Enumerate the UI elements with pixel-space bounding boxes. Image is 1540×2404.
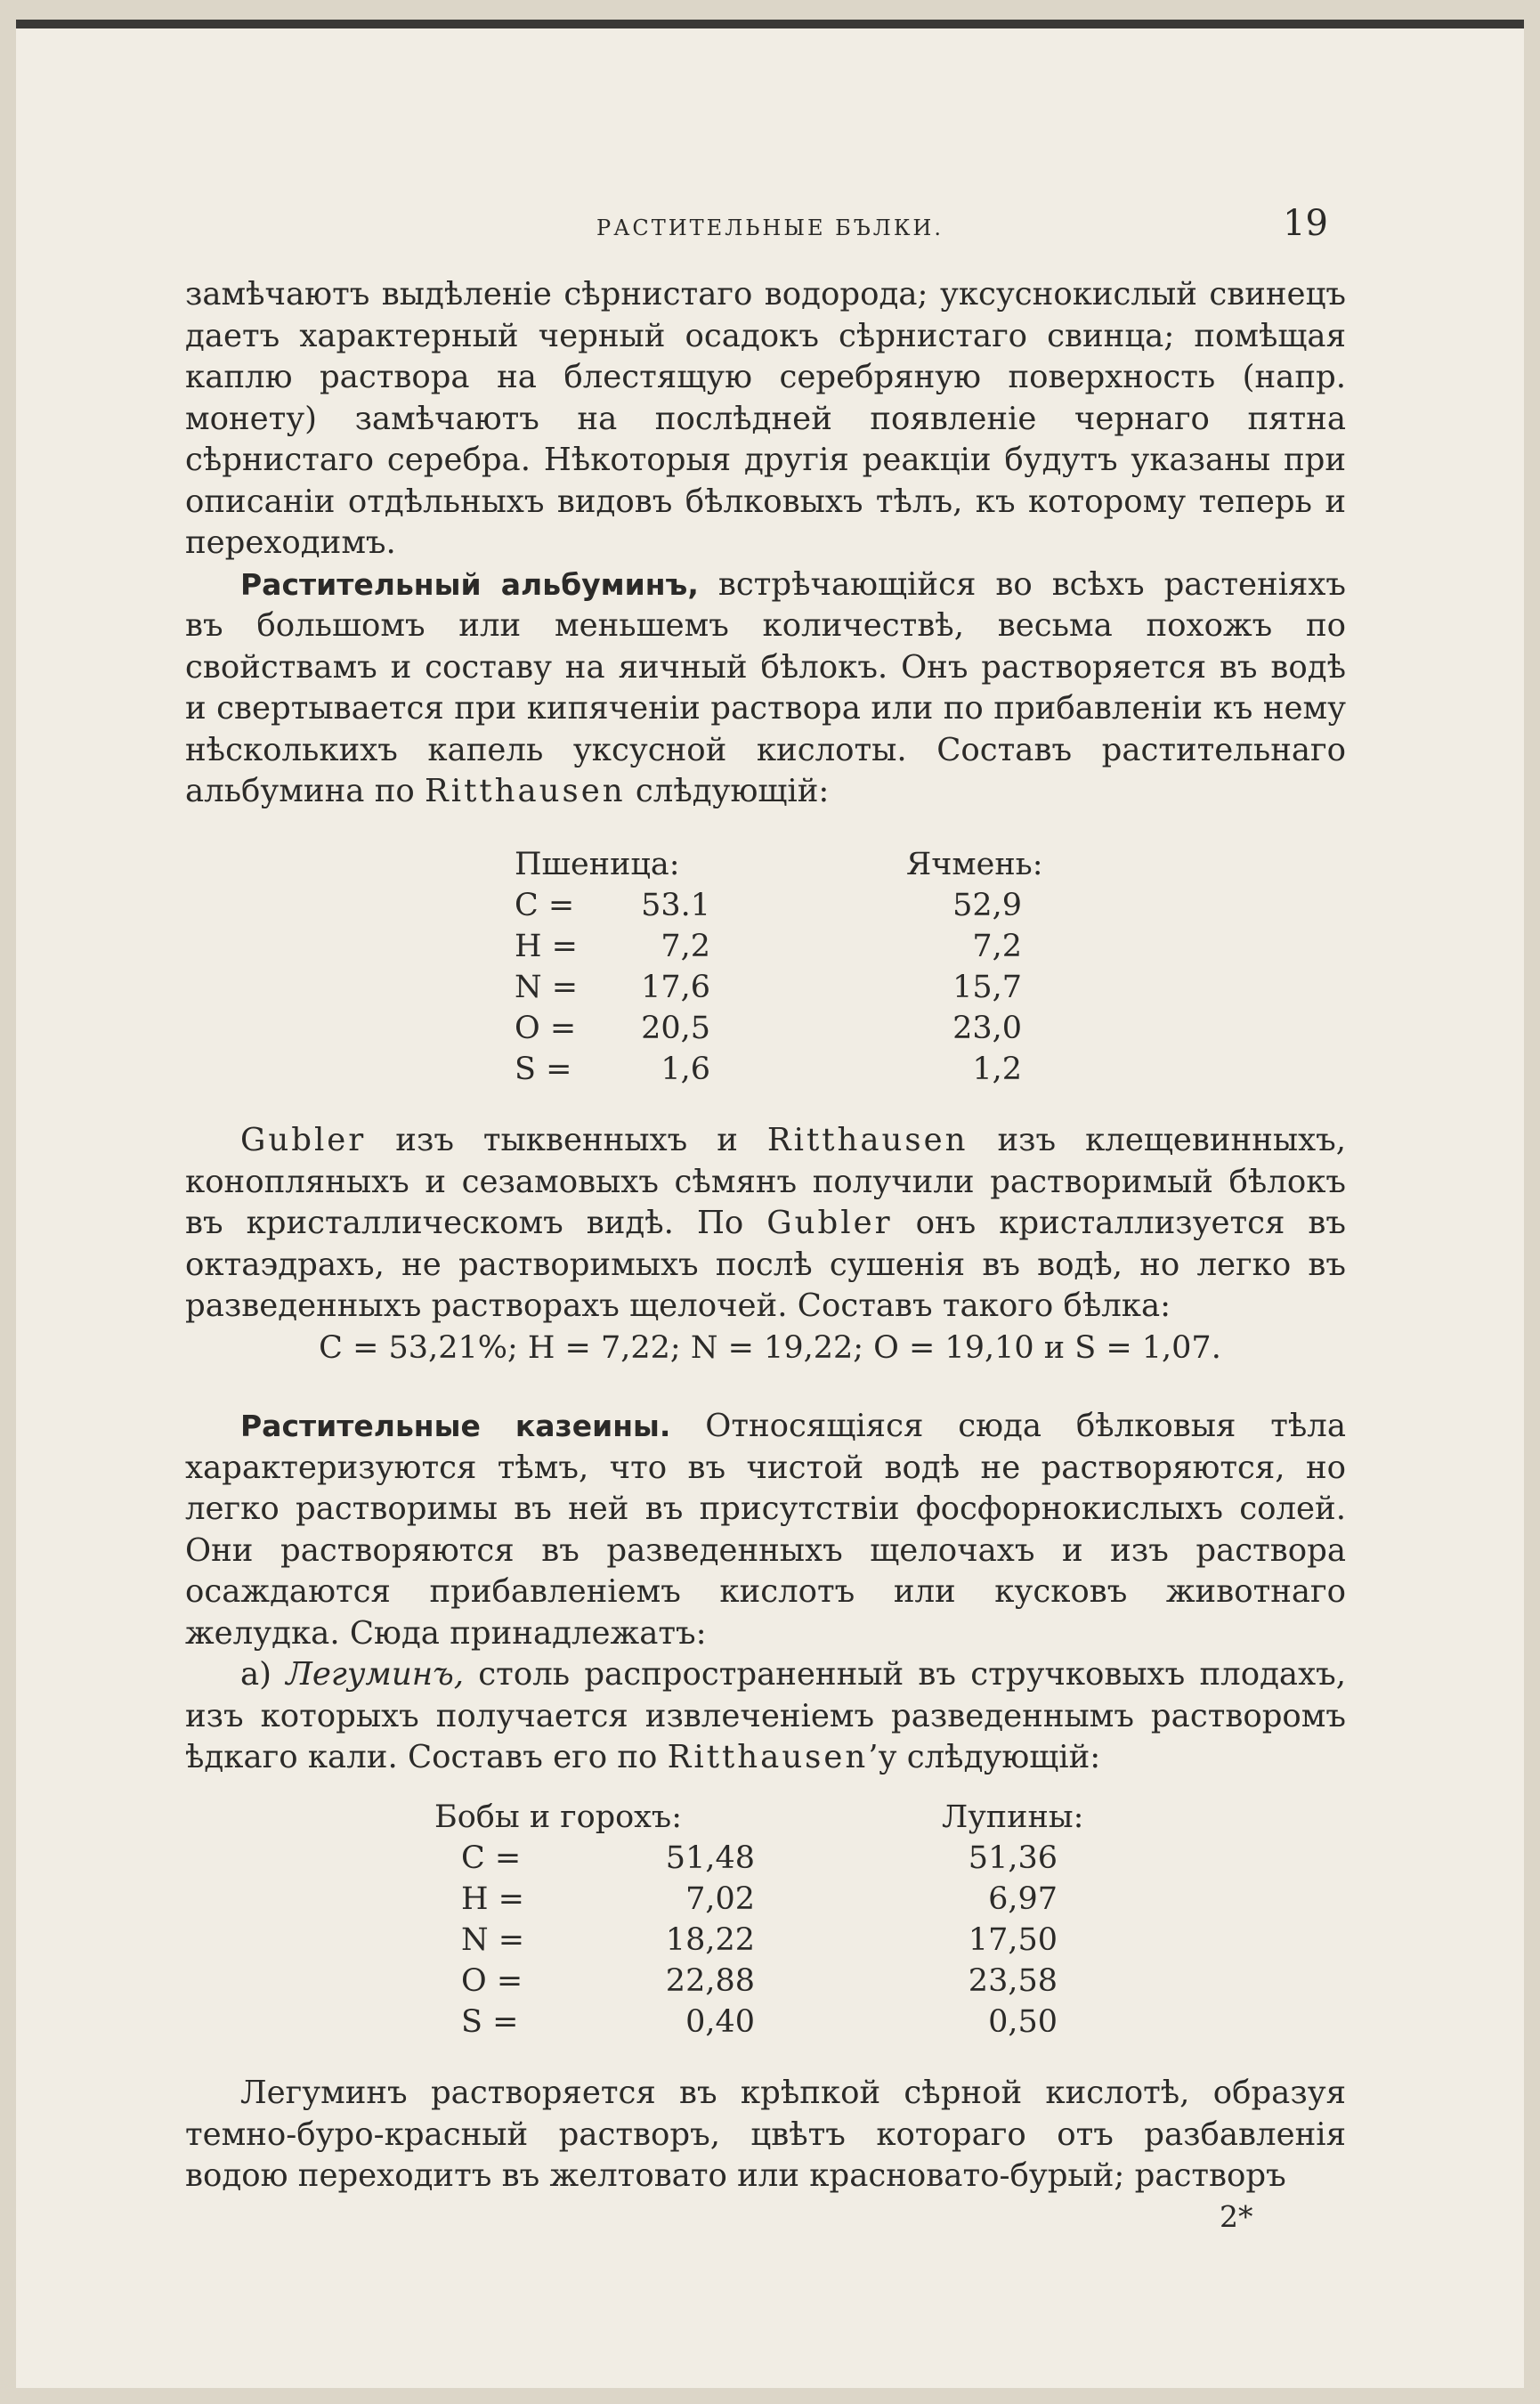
page-number: 19: [1283, 203, 1328, 244]
paragraph-albumin: [185, 564, 1346, 813]
author-gubler-1: Gubler: [240, 1122, 367, 1158]
author-ritthausen-2: Ritthausen: [766, 1122, 969, 1158]
element-symbol: C =: [461, 1840, 522, 1876]
section-caseins: [185, 1406, 1346, 1779]
paragraph-albumin-text-b: слѣдующій:: [625, 773, 830, 809]
table-row: [497, 926, 1049, 967]
value-col1: 22,88: [665, 1963, 755, 1999]
table-row: [434, 2002, 1075, 2043]
paragraph-crystalline-protein: [185, 1120, 1346, 1328]
value-col1: 7,2: [661, 929, 710, 964]
value-col1: 20,5: [641, 1011, 710, 1046]
legumin-composition-table: [434, 1797, 1084, 2055]
author-gubler-2: Gubler: [766, 1205, 893, 1241]
author-ritthausen: Ritthausen: [425, 773, 626, 809]
paragraph-caseins: [185, 1406, 1346, 1654]
term-albumin: Растительный альбуминъ,: [240, 566, 699, 602]
table1-col1-header: Пшеница:: [515, 847, 680, 882]
value-col2: 7,2: [972, 929, 1022, 964]
paragraph-legumin-solution: [185, 2073, 1346, 2197]
paragraph-gubler-text-b: изъ клещевинныхъ, конопляныхъ и сезамовыхъ сѣмянъ получили растворимый бѣлокъ въ кристаллическомъ видѣ. По: [185, 1122, 1346, 1241]
table-row: [434, 1961, 1075, 2002]
element-symbol: S =: [515, 1052, 572, 1087]
value-col1: 51,48: [665, 1840, 755, 1876]
value-col2: 1,2: [972, 1052, 1022, 1087]
table-row: [497, 967, 1049, 1008]
element-symbol: S =: [461, 2004, 519, 2040]
running-header: [16, 203, 1524, 248]
paragraph-legumin-text-b: ’у слѣдующій:: [868, 1739, 1101, 1775]
value-col1: 53.1: [641, 888, 710, 923]
value-col2: 23,58: [968, 1963, 1058, 1999]
book-page: [16, 20, 1524, 2388]
paragraph-gubler: [185, 1120, 1346, 1328]
signature-mark: 2*: [1220, 2199, 1253, 2234]
table-row: [434, 1879, 1075, 1920]
paragraph-gubler-text-a: изъ тыквенныхъ и: [366, 1122, 767, 1158]
table-row: [497, 885, 1049, 926]
value-col2: 23,0: [952, 1011, 1022, 1046]
paragraph-legumin: [185, 1654, 1346, 1779]
value-col1: 7,02: [685, 1881, 755, 1917]
paragraph-6: Легуминъ растворяется въ крѣпкой сѣрной кислотѣ, образуя темно-буро-красный растворъ, цвѣтъ котораго отъ разбавленія водою переходитъ въ желтовато или красновато-бурый; растворъ: [185, 2075, 1346, 2194]
value-col2: 17,50: [968, 1922, 1058, 1958]
paragraph-legumin-text-a: столь распространенный въ стручковыхъ плодахъ, изъ которыхъ получается извлеченіемъ разведеннымъ растворомъ ѣдкаго кали. Составъ его по: [185, 1656, 1346, 1775]
element-symbol: O =: [461, 1963, 523, 1999]
paragraph-gubler-text-c: онъ кристаллизуется въ октаэдрахъ, не растворимыхъ послѣ сушенія въ водѣ, но легко въ разведенныхъ растворахъ щелочей. Составъ такого бѣлка:: [185, 1205, 1346, 1324]
term-caseins: Растительные казеины.: [240, 1409, 671, 1443]
element-symbol: N =: [515, 970, 579, 1005]
paragraph-1: замѣчаютъ выдѣленіе сѣрнистаго водорода; уксуснокислый свинецъ даетъ характерный черный осадокъ сѣрнистаго свинца; помѣщая каплю раствора на блестящую серебряную поверхность (напр. монету) замѣчаютъ на послѣдней появленіе чернаго пятна сѣрнистаго серебра. Нѣкоторыя другія реакціи будутъ указаны при описаніи отдѣльныхъ видовъ бѣлковыхъ тѣлъ, къ которому теперь и переходимъ.: [185, 276, 1346, 561]
value-col2: 15,7: [952, 970, 1022, 1005]
table-row: [434, 1920, 1075, 1961]
table1-col2-header: Ячмень:: [906, 847, 1043, 882]
element-symbol: H =: [515, 929, 578, 964]
element-symbol: H =: [461, 1881, 524, 1917]
albumin-composition-table: [497, 844, 1049, 1102]
element-symbol: N =: [461, 1922, 525, 1958]
value-col1: 18,22: [665, 1922, 755, 1958]
paragraph-reactions: [185, 274, 1346, 813]
value-col1: 0,40: [685, 2004, 755, 2040]
value-col1: 1,6: [661, 1052, 710, 1087]
table2-col2-header: Лупины:: [942, 1799, 1084, 1835]
value-col2: 52,9: [952, 888, 1022, 923]
paragraph-albumin-text-a: встрѣчающійся во всѣхъ растеніяхъ въ большомъ или меньшемъ количествѣ, весьма похожъ по свойствамъ и составу на яичный бѣлокъ. Онъ растворяется въ водѣ и свертывается при кипяченіи раствора или по прибавленіи къ нему нѣсколькихъ капель уксусной кислоты. Составъ растительнаго альбумина по: [185, 565, 1347, 809]
running-title: РАСТИТЕЛЬНЫЕ БЪЛКИ.: [596, 215, 944, 240]
composition-formula: C = 53,21%; H = 7,22; N = 19,22; O = 19,10 и S = 1,07.: [319, 1330, 1221, 1366]
term-legumin: Легуминъ,: [286, 1656, 465, 1693]
list-marker-a: a): [240, 1656, 287, 1693]
table-row: [497, 1049, 1049, 1090]
element-symbol: C =: [515, 888, 575, 923]
paragraph-caseins-text: Относящіяся сюда бѣлковыя тѣла характеризуются тѣмъ, что въ чистой водѣ не растворяются, но легко растворимы въ ней въ присутствіи фосфорнокислыхъ солей. Они растворяются въ разведенныхъ щелочахъ и изъ раствора осаждаются прибавленіемъ кислотъ или кусковъ животнаго желудка. Сюда принадлежатъ:: [185, 1408, 1346, 1652]
table-row: [434, 1838, 1075, 1879]
element-symbol: O =: [515, 1011, 577, 1046]
table-row: [497, 1008, 1049, 1049]
value-col2: 0,50: [988, 2004, 1058, 2040]
value-col2: 51,36: [968, 1840, 1058, 1876]
table2-col1-header: Бобы и горохъ:: [434, 1799, 682, 1835]
author-ritthausen-3: Ritthausen: [667, 1739, 869, 1775]
value-col1: 17,6: [641, 970, 710, 1005]
value-col2: 6,97: [988, 1881, 1058, 1917]
